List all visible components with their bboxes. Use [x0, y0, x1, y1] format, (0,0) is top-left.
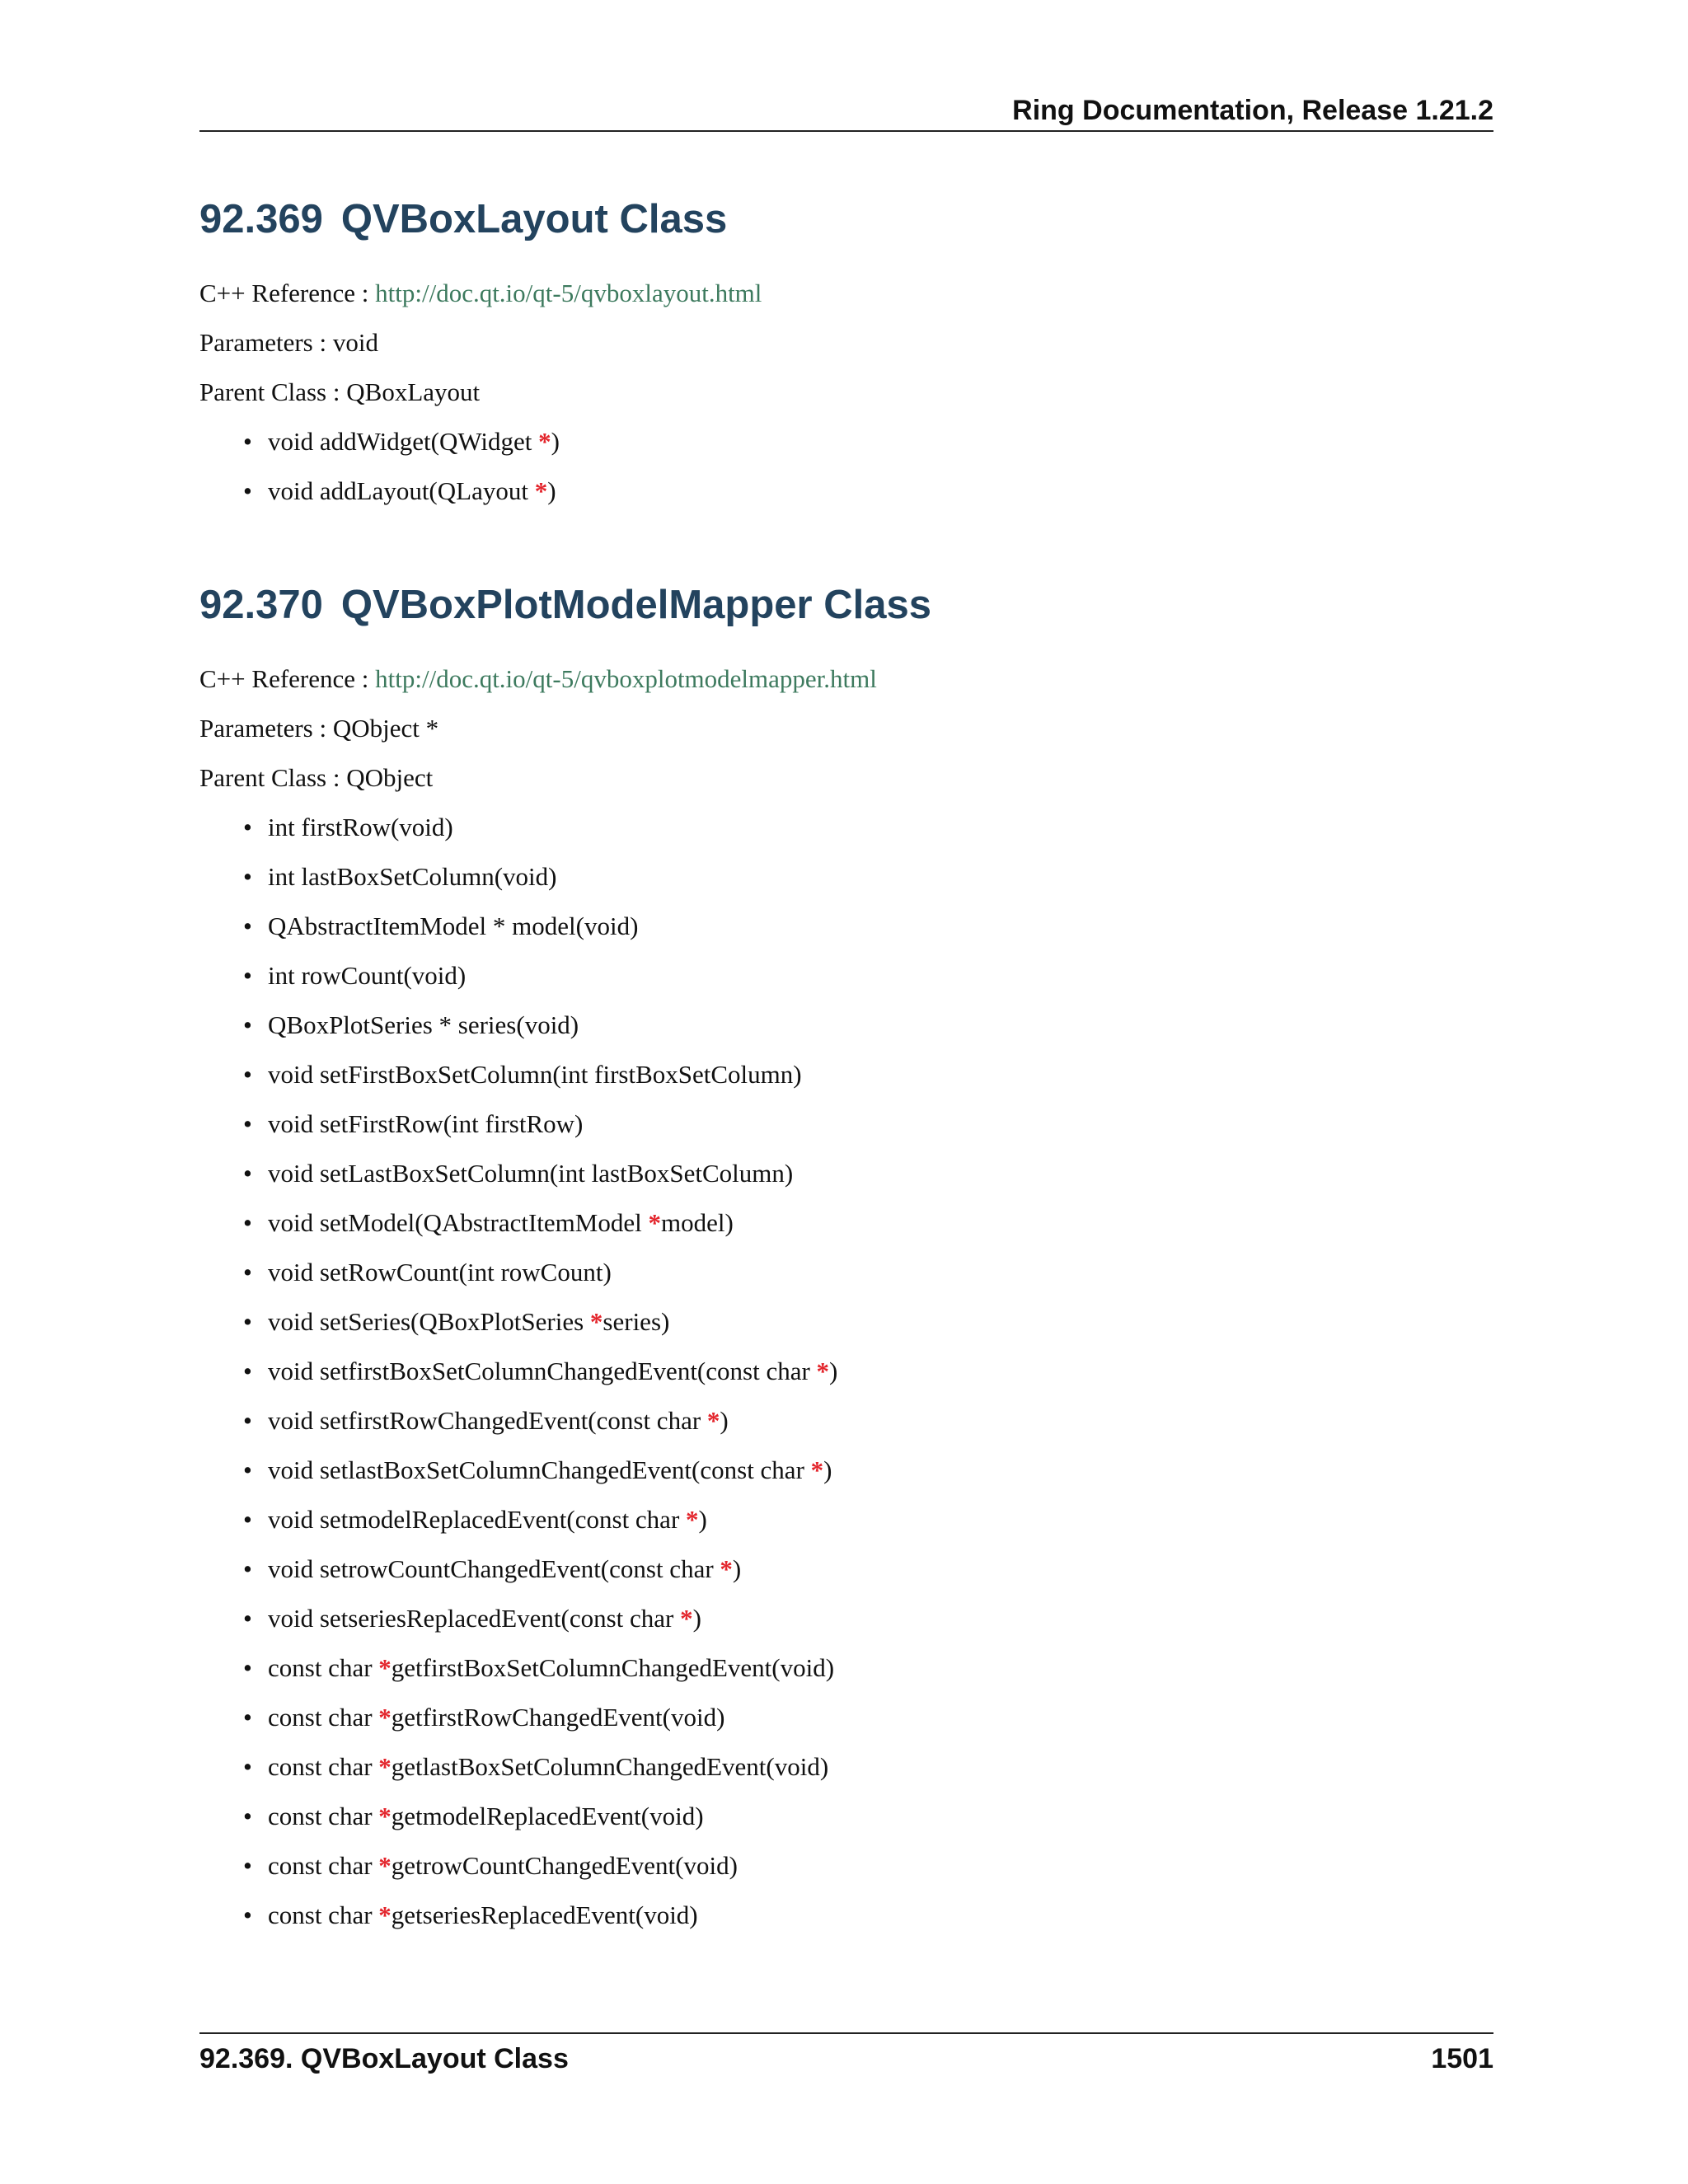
method-item: [243, 1355, 1493, 1388]
method-text-tail: ): [829, 1357, 838, 1385]
bullet-icon: •: [243, 1060, 252, 1089]
method-text: const char: [268, 1802, 379, 1830]
pointer-star: *: [378, 1802, 392, 1830]
pointer-star: *: [378, 1703, 392, 1732]
parent-class-label: Parent Class :: [199, 377, 347, 406]
method-item: [243, 811, 1493, 844]
parameters: [199, 712, 1493, 745]
method-item: [243, 1404, 1493, 1437]
method-text: void setfirstBoxSetColumnChangedEvent(const char: [268, 1357, 817, 1385]
method-text-tail: model): [660, 1208, 734, 1237]
method-text: void setLastBoxSetColumn(int lastBoxSetColumn): [268, 1159, 794, 1188]
bullet-icon: •: [243, 1900, 252, 1929]
method-text-tail: ): [698, 1505, 707, 1534]
method-text: const char: [268, 1851, 379, 1880]
bullet-icon: •: [243, 813, 252, 841]
parent-class-value: QObject: [346, 763, 434, 792]
method-text-tail: ): [823, 1455, 832, 1484]
method-item: [243, 1800, 1493, 1833]
pointer-star: *: [810, 1455, 824, 1484]
method-item: [243, 1108, 1493, 1141]
bullet-icon: •: [243, 1604, 252, 1633]
pointer-star: *: [686, 1505, 699, 1534]
method-item: [243, 910, 1493, 943]
cpp-reference: [199, 663, 1493, 696]
bullet-icon: •: [243, 427, 252, 456]
method-text: void setSeries(QBoxPlotSeries: [268, 1307, 590, 1336]
method-text: void addLayout(QLayout: [268, 476, 535, 505]
pointer-star: *: [816, 1357, 830, 1385]
parent-class-value: QBoxLayout: [346, 377, 481, 406]
method-text-tail: getmodelReplacedEvent(void): [391, 1802, 704, 1830]
method-text: QBoxPlotSeries * series(void): [268, 1010, 579, 1039]
section-heading: [199, 577, 1493, 633]
parent-class-label: Parent Class :: [199, 763, 347, 792]
method-item: [243, 1899, 1493, 1932]
bullet-icon: •: [243, 862, 252, 891]
method-item: [243, 860, 1493, 893]
method-text: const char: [268, 1752, 379, 1781]
cpp-reference-label: C++ Reference :: [199, 664, 376, 693]
method-text: void setRowCount(int rowCount): [268, 1258, 612, 1286]
bullet-icon: •: [243, 1109, 252, 1138]
bullet-icon: •: [243, 912, 252, 940]
parent-class: [199, 762, 1493, 794]
pointer-star: *: [538, 427, 551, 456]
page-number: 1501: [1431, 2043, 1493, 2074]
method-item: [243, 1305, 1493, 1338]
bullet-icon: •: [243, 1307, 252, 1336]
method-text: int firstRow(void): [268, 813, 453, 841]
bullet-icon: •: [243, 961, 252, 990]
method-text: void setFirstRow(int firstRow): [268, 1109, 584, 1138]
bullet-icon: •: [243, 1010, 252, 1039]
bullet-icon: •: [243, 1159, 252, 1188]
method-text: void setfirstRowChangedEvent(const char: [268, 1406, 707, 1435]
method-item: [243, 1009, 1493, 1042]
method-text-tail: getfirstRowChangedEvent(void): [391, 1703, 725, 1732]
method-text: void setFirstBoxSetColumn(int firstBoxSetColumn): [268, 1060, 802, 1089]
method-text: const char: [268, 1653, 379, 1682]
method-item: [243, 1503, 1493, 1536]
footer-section-title: 92.369. QVBoxLayout Class: [199, 2043, 569, 2074]
pointer-star: *: [378, 1653, 392, 1682]
method-text-tail: ): [551, 427, 560, 456]
method-list: [199, 811, 1493, 1932]
footer-divider: [199, 2032, 1493, 2034]
pointer-star: *: [534, 476, 548, 505]
method-text: int rowCount(void): [268, 961, 467, 990]
method-item: [243, 1652, 1493, 1685]
method-text: void setlastBoxSetColumnChangedEvent(const char: [268, 1455, 811, 1484]
method-text-tail: getfirstBoxSetColumnChangedEvent(void): [391, 1653, 835, 1682]
bullet-icon: •: [243, 1258, 252, 1286]
pointer-star: *: [378, 1851, 392, 1880]
section-number: 92.370: [199, 583, 323, 627]
cpp-reference-label: C++ Reference :: [199, 279, 376, 307]
method-list: [199, 425, 1493, 508]
method-text-tail: getseriesReplacedEvent(void): [391, 1900, 698, 1929]
section-title-text: QVBoxPlotModelMapper Class: [340, 583, 931, 627]
bullet-icon: •: [243, 1505, 252, 1534]
method-text: int lastBoxSetColumn(void): [268, 862, 557, 891]
bullet-icon: •: [243, 1802, 252, 1830]
method-text-tail: getlastBoxSetColumnChangedEvent(void): [391, 1752, 829, 1781]
method-text: const char: [268, 1900, 379, 1929]
section-heading: [199, 191, 1493, 247]
parameters-value: void: [332, 328, 378, 357]
bullet-icon: •: [243, 476, 252, 505]
parameters-label: Parameters :: [199, 714, 333, 743]
pointer-star: *: [378, 1752, 392, 1781]
parameters: [199, 326, 1493, 359]
pointer-star: *: [378, 1900, 392, 1929]
method-item: [243, 1701, 1493, 1734]
method-text: const char: [268, 1703, 379, 1732]
cpp-reference-link[interactable]: http://doc.qt.io/qt-5/qvboxplotmodelmapper.html: [375, 664, 877, 693]
section-number: 92.369: [199, 197, 323, 241]
method-item: [243, 475, 1493, 508]
bullet-icon: •: [243, 1851, 252, 1880]
bullet-icon: •: [243, 1406, 252, 1435]
method-text: void addWidget(QWidget: [268, 427, 539, 456]
method-item: [243, 1849, 1493, 1882]
method-text: QAbstractItemModel * model(void): [268, 912, 639, 940]
method-item: [243, 425, 1493, 458]
method-text: void setseriesReplacedEvent(const char: [268, 1604, 681, 1633]
method-item: [243, 1157, 1493, 1190]
method-text: void setrowCountChangedEvent(const char: [268, 1554, 720, 1583]
section-title-text: QVBoxLayout Class: [340, 197, 728, 241]
cpp-reference: [199, 277, 1493, 310]
parameters-value: QObject *: [332, 714, 439, 743]
bullet-icon: •: [243, 1703, 252, 1732]
method-item: [243, 1058, 1493, 1091]
method-text-tail: getrowCountChangedEvent(void): [391, 1851, 738, 1880]
document-page: [199, 0, 1493, 2184]
bullet-icon: •: [243, 1455, 252, 1484]
section-qvboxplotmodelmapper: [199, 577, 1493, 1948]
method-text: void setmodelReplacedEvent(const char: [268, 1505, 687, 1534]
method-text-tail: ): [692, 1604, 701, 1633]
running-header: Ring Documentation, Release 1.21.2: [1012, 95, 1493, 126]
method-item: [243, 1750, 1493, 1783]
parameters-label: Parameters :: [199, 328, 333, 357]
method-item: [243, 959, 1493, 992]
pointer-star: *: [680, 1604, 693, 1633]
method-item: [243, 1256, 1493, 1289]
bullet-icon: •: [243, 1554, 252, 1583]
method-item: [243, 1207, 1493, 1240]
method-text-tail: series): [603, 1307, 670, 1336]
method-item: [243, 1602, 1493, 1635]
cpp-reference-link[interactable]: http://doc.qt.io/qt-5/qvboxlayout.html: [375, 279, 762, 307]
pointer-star: *: [589, 1307, 603, 1336]
method-text-tail: ): [547, 476, 556, 505]
bullet-icon: •: [243, 1752, 252, 1781]
pointer-star: *: [648, 1208, 661, 1237]
method-text: void setModel(QAbstractItemModel: [268, 1208, 649, 1237]
bullet-icon: •: [243, 1653, 252, 1682]
method-item: [243, 1454, 1493, 1487]
method-text-tail: ): [732, 1554, 742, 1583]
bullet-icon: •: [243, 1208, 252, 1237]
bullet-icon: •: [243, 1357, 252, 1385]
pointer-star: *: [720, 1554, 733, 1583]
parent-class: [199, 376, 1493, 409]
method-item: [243, 1553, 1493, 1586]
pointer-star: *: [706, 1406, 720, 1435]
header-divider: [199, 130, 1493, 132]
method-text-tail: ): [720, 1406, 729, 1435]
section-qvboxlayout: [199, 191, 1493, 524]
